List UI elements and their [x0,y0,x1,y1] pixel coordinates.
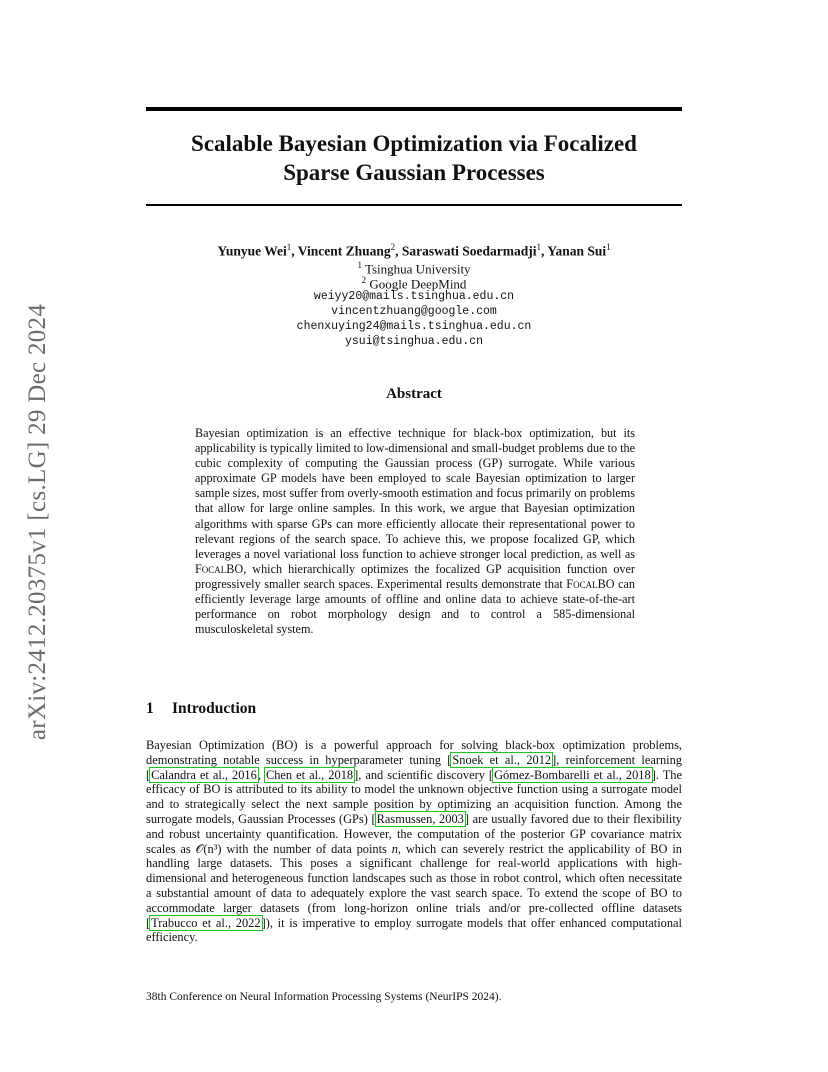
abstract-text-part: , which hierarchically optimizes the focalized GP acquisition function over progressively smaller search spaces. Experimental results demonstrate that [195,561,635,591]
section-title: Introduction [172,700,257,717]
author-affil-mark: 1 [536,242,542,252]
author-separator: , [541,243,548,259]
intro-text-part: Bayesian Optimization (BO) is a powerful approach for solving black-box optimization problems, demonstrating notable success in hyperparameter tuning [ [146,738,682,767]
title-bottom-rule [146,204,682,206]
citation-link[interactable]: Chen et al., 2018 [265,767,354,782]
affiliation-name: Tsinghua University [364,261,471,277]
author-name: Yunyue Wei [217,243,287,259]
citation-link[interactable]: Calandra et al., 2016 [151,767,257,782]
abstract-text [195,426,635,637]
intro-text-part: ]. The efficacy of BO is attributed to its ability to model the unknown objective function using a surrogate model and to strategically select the next sample position by optimizing an acquisition function. Among the surrogate models, Gaussian Processes (GPs) [ [146,767,682,826]
intro-text-part: , [257,767,265,782]
author-affil-mark: 1 [606,242,611,252]
abstract-heading: Abstract [386,386,442,402]
citation-link[interactable]: Gómez-Bombarelli et al., 2018 [494,767,651,782]
intro-text-part: ] are usually favored due to their flexibility and robust uncertainty quantification. However, the computation of the posterior GP covariance matrix scales as [146,811,682,856]
author-list [146,242,682,260]
author-email[interactable]: weiyy20@mails.tsinghua.edu.cn [313,290,515,303]
abstract-text-part: Bayesian optimization is an effective technique for black-box optimization, but its applicability is typically limited to low-dimensional and small-budget problems due to the cubic complexity of computing the Gaussian process (GP) surrogate. While various approximate GP models have been employed to scale Bayesian optimization to larger sample sizes, most suffer from overly-smooth estimation and focus primarily on problems that allow for large online samples. In this work, we argue that Bayesian optimization algorithms with sparse GPs can more efficiently allocate their representational power to relevant regions of the search space. To achieve this, we propose focalized GP, which leverages a novel variational loss function to achieve stronger local prediction, as well as [195,426,635,561]
author-affil-mark: 2 [390,242,396,252]
math-variable: n [391,841,398,856]
citation-link[interactable]: Rasmussen, 2003 [376,811,464,826]
author-affil-mark: 1 [286,242,292,252]
affiliation-mark: 1 [357,260,362,270]
intro-text-part: ], reinforcement learning [ [146,752,682,782]
section-heading [146,700,256,718]
intro-text-part: ], and scientific discovery [ [354,767,494,782]
intro-text-part: ]), it is imperative to employ surrogate models that offer enhanced computational efficiency. [146,915,682,945]
author-name: Vincent Zhuang [297,243,391,259]
conference-footer: 38th Conference on Neural Information Processing Systems (NeurIPS 2024). [146,991,502,1003]
abstract-text-part: can efficiently leverage large amounts of offline and online data to achieve state-of-the-art performance on robot morphology design and to control a 585-dimensional musculoskeletal system. [195,576,635,637]
author-email[interactable]: chenxuying24@mails.tsinghua.edu.cn [296,320,532,333]
author-email[interactable]: vincentzhuang@google.com [331,305,497,318]
introduction-text [146,738,682,945]
author-name: Yanan Sui [547,243,607,259]
title-line-2: Sparse Gaussian Processes [283,160,545,185]
author-separator: , [395,243,402,259]
title-top-rule [146,107,682,111]
author-separator: , [291,243,298,259]
section-number: 1 [146,700,154,717]
method-name: FocalBO [566,576,615,591]
author-email[interactable]: ysui@tsinghua.edu.cn [344,335,484,348]
intro-text-part: with the number of data points [221,841,392,856]
arxiv-side-stamp: arXiv:2412.20375v1 [cs.LG] 29 Dec 2024 [24,303,51,741]
title-line-1: Scalable Bayesian Optimization via Focalized [191,131,637,156]
complexity-math: 𝒪(n³) [195,841,222,856]
affiliation-mark: 2 [361,275,367,285]
citation-link[interactable]: Trabucco et al., 2022 [151,915,261,930]
method-name: FocalBO [195,561,244,576]
intro-text-part: , which can severely restrict the applicability of BO in handling large datasets. This poses a significant challenge for real-world applications with high-dimensional and heterogeneous function landscapes such as those in robot control, which often necessitate a substantial amount of data to adequately explore the vast search space. To extend the scope of BO to accommodate larger datasets (from long-horizon online trials and/or pre-collected offline datasets [ [146,841,682,930]
citation-link[interactable]: Snoek et al., 2012 [452,752,552,767]
author-name: Saraswati Soedarmadji [401,243,537,259]
affiliation-name: Google DeepMind [369,276,467,292]
paper-title [146,129,682,187]
